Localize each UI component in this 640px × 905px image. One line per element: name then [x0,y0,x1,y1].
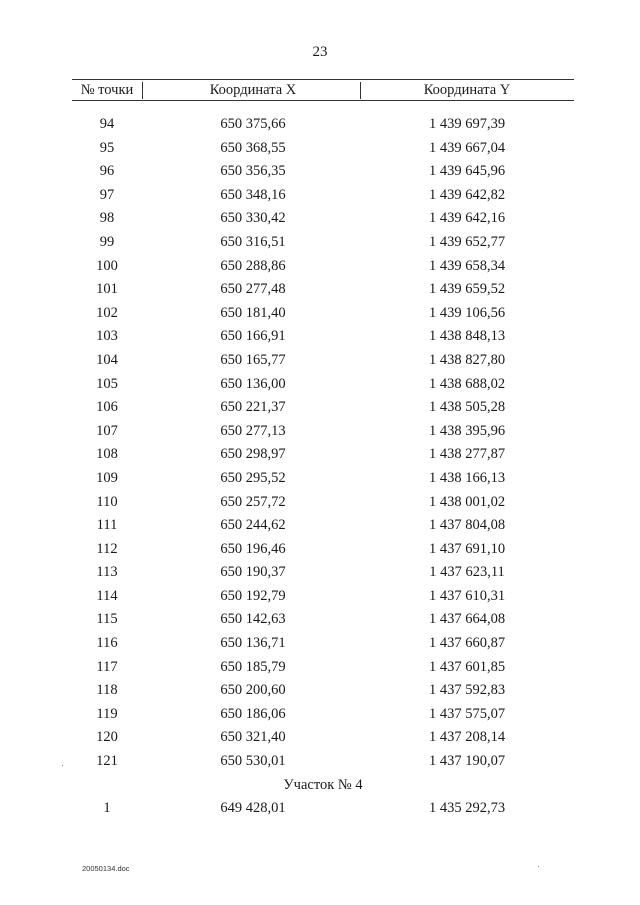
coordinate-x-cell: 650 196,46 [220,540,286,557]
coordinate-x-cell: 650 136,71 [220,635,286,652]
table-row [72,541,574,565]
scan-speck [62,765,63,766]
coordinate-y-cell: 1 437 664,08 [428,611,506,628]
coordinate-y-cell: 1 437 610,31 [428,587,506,604]
point-number-cell: 118 [96,682,118,699]
table-header [72,79,574,101]
point-number-cell: 120 [96,729,118,746]
table-row [72,753,574,777]
point-number-cell: 117 [96,658,118,675]
point-number-cell: 104 [96,351,118,368]
point-number-cell: 111 [96,517,118,534]
coordinate-y-cell: 1 439 642,16 [428,210,506,227]
coordinate-x-cell: 650 375,66 [220,116,286,132]
table-row [72,423,574,447]
point-number-cell: 98 [99,210,115,227]
point-number-cell: 99 [99,233,115,250]
coordinate-y-cell: 1 437 601,85 [428,658,506,675]
table-row [72,328,574,352]
coordinate-x-cell: 650 142,63 [220,611,286,628]
table-row [72,210,574,234]
coordinate-x-cell: 650 257,72 [220,493,286,510]
table-row [72,163,574,187]
point-number-cell: 116 [96,635,118,652]
coordinate-y-cell: 1 438 166,13 [428,469,506,486]
table-body [72,116,574,824]
table-row [72,140,574,164]
point-number-cell: 106 [96,399,118,416]
table-row [72,800,574,824]
coordinate-x-cell: 650 530,01 [220,753,286,770]
coordinate-x-cell: 650 277,13 [220,422,286,439]
coordinate-x-cell: 650 186,06 [220,705,286,722]
coordinate-x-cell: 650 190,37 [220,564,286,581]
point-number-cell: 96 [99,163,115,180]
header-coordinate-x: Координата X [209,82,297,98]
coordinate-x-cell: 649 428,01 [220,800,286,817]
coordinate-x-cell: 650 330,42 [220,210,286,227]
point-number-cell: 114 [96,587,118,604]
coordinate-x-cell: 650 166,91 [220,328,286,345]
coordinate-x-cell: 650 221,37 [220,399,286,416]
table-row [72,376,574,400]
header-divider [142,82,143,99]
table-row [72,116,574,140]
table-row [72,682,574,706]
coordinate-y-cell: 1 438 505,28 [428,399,506,416]
point-number-cell: 1 [103,800,111,817]
coordinate-y-cell: 1 439 659,52 [428,281,506,298]
coordinate-y-cell: 1 437 804,08 [428,517,506,534]
coordinate-x-cell: 650 192,79 [220,587,286,604]
table-row [72,564,574,588]
coordinate-y-cell: 1 438 827,80 [428,351,506,368]
point-number-cell: 112 [96,540,118,557]
coordinate-y-cell: 1 439 697,39 [428,116,506,132]
point-number-cell: 107 [96,422,118,439]
coordinate-x-cell: 650 321,40 [220,729,286,746]
coordinate-x-cell: 650 298,97 [220,446,286,463]
coordinate-x-cell: 650 181,40 [220,304,286,321]
point-number-cell: 101 [96,281,118,298]
point-number-cell: 108 [96,446,118,463]
coordinate-y-cell: 1 439 645,96 [428,163,506,180]
coordinate-y-cell: 1 438 688,02 [428,375,506,392]
table-row [72,729,574,753]
point-number-cell: 102 [96,304,118,321]
header-coordinate-y: Координата Y [423,82,511,98]
table-row [72,187,574,211]
table-row [72,494,574,518]
coordinate-y-cell: 1 438 001,02 [428,493,506,510]
coordinate-x-cell: 650 348,16 [220,186,286,203]
coordinate-y-cell: 1 439 106,56 [428,304,506,321]
scan-speck [538,866,539,867]
coordinate-y-cell: 1 437 208,14 [428,729,506,746]
table-row [72,470,574,494]
point-number-cell: 97 [99,186,115,203]
point-number-cell: 110 [96,493,118,510]
coordinate-x-cell: 650 316,51 [220,233,286,250]
table-row [72,446,574,470]
footer-filename: 20050134.doc [82,864,130,873]
table-row [72,234,574,258]
table-row [72,305,574,329]
table-row [72,258,574,282]
table-row [72,659,574,683]
coordinate-y-cell: 1 439 658,34 [428,257,506,274]
coordinate-y-cell: 1 439 652,77 [428,233,506,250]
table-row [72,352,574,376]
table-row [72,281,574,305]
coordinate-x-cell: 650 288,86 [220,257,286,274]
coordinate-y-cell: 1 437 575,07 [428,705,506,722]
coordinate-y-cell: 1 438 395,96 [428,422,506,439]
coordinate-y-cell: 1 437 190,07 [428,753,506,770]
point-number-cell: 95 [99,139,115,156]
coordinate-y-cell: 1 439 667,04 [428,139,506,156]
coordinate-y-cell: 1 438 848,13 [428,328,506,345]
point-number-cell: 115 [96,611,118,628]
table-row [72,517,574,541]
coordinate-y-cell: 1 437 623,11 [429,564,505,581]
table-row [72,706,574,730]
coordinate-x-cell: 650 356,35 [220,163,286,180]
coordinate-y-cell: 1 435 292,73 [428,800,506,817]
point-number-cell: 103 [96,328,118,345]
coordinate-x-cell: 650 295,52 [220,469,286,486]
table-row [72,588,574,612]
coordinate-x-cell: 650 368,55 [220,139,286,156]
table-row [72,399,574,423]
coordinate-y-cell: 1 437 691,10 [428,540,506,557]
table-row [72,635,574,659]
coordinate-y-cell: 1 437 592,83 [428,682,506,699]
section-title: Участок № 4 [283,776,363,793]
coordinate-x-cell: 650 244,62 [220,517,286,534]
coordinate-y-cell: 1 439 642,82 [428,186,506,203]
point-number-cell: 109 [96,469,118,486]
table-row [72,611,574,635]
page-number: 23 [312,44,328,60]
point-number-cell: 113 [96,564,118,581]
point-number-cell: 105 [96,375,118,392]
coordinate-y-cell: 1 437 660,87 [428,635,506,652]
coordinate-x-cell: 650 200,60 [220,682,286,699]
coordinate-x-cell: 650 136,00 [220,375,286,392]
coordinates-table [72,79,574,817]
coordinate-y-cell: 1 438 277,87 [428,446,506,463]
point-number-cell: 100 [96,257,118,274]
coordinate-x-cell: 650 185,79 [220,658,286,675]
coordinate-x-cell: 650 277,48 [220,281,286,298]
point-number-cell: 94 [99,116,115,132]
coordinate-x-cell: 650 165,77 [220,351,286,368]
point-number-cell: 121 [96,753,118,770]
header-point-number: № точки [80,82,134,98]
point-number-cell: 119 [96,705,118,722]
